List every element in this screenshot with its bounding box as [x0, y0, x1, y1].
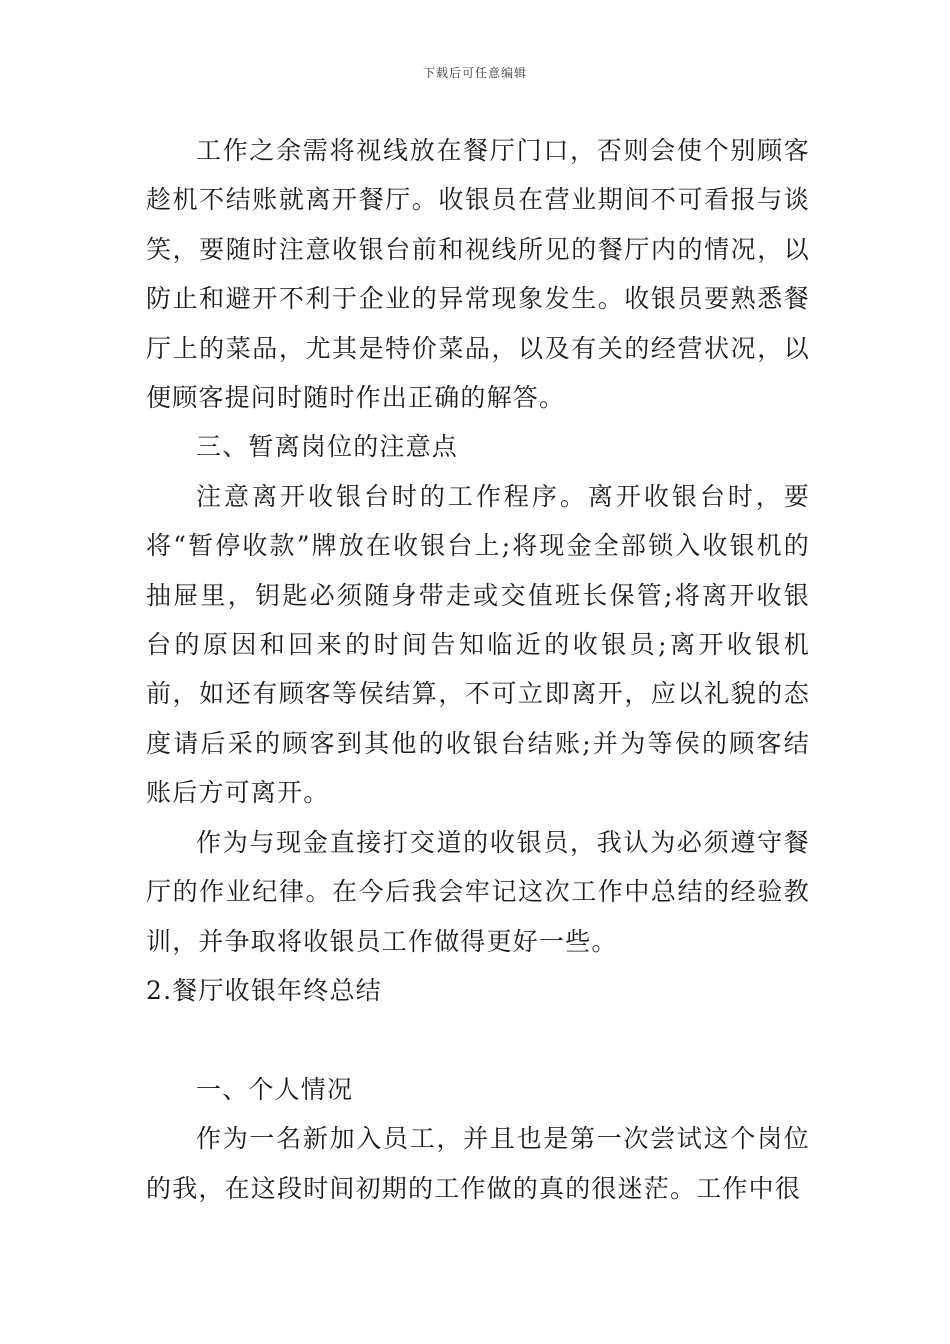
section-title-year-end-summary: 2.餐厅收银年终总结: [146, 975, 382, 1005]
blank-line: [146, 1015, 810, 1064]
paragraph-personal-intro: 作为一名新加入员工，并且也是第一次尝试这个岗位的我，在这段时间初期的工作做的真的很迷茫。工作中很: [146, 1124, 810, 1203]
paragraph-leaving-procedure: 注意离开收银台时的工作程序。离开收银台时，要将“暂停收款”牌放在收银台上;将现金全部锁入收银机的抽屉里，钥匙必须随身带走或交值班长保管;将离开收银台的原因和回来的时间告知临近的收银员;离开收银机前，如还有顾客等侯结算，不可立即离开，应以礼貌的态度请后采的顾客到其他的收银台结账;并为等侯的顾客结账后方可离开。: [146, 481, 810, 808]
paragraph-closing-duties: 工作之余需将视线放在餐厅门口，否则会使个别顾客趁机不结账就离开餐厅。收银员在营业期间不可看报与谈笑，要随时注意收银台前和视线所见的餐厅内的情况，以防止和避开不利于企业的异常现象发生。收银员要熟悉餐厅上的菜品，尤其是特价菜品，以及有关的经营状况，以便顾客提问时随时作出正确的解答。: [146, 136, 810, 413]
header-note: 下载后可任意编辑: [422, 66, 527, 80]
document-body: [146, 126, 810, 1213]
paragraph-conclusion: 作为与现金直接打交道的收银员，我认为必须遵守餐厅的作业纪律。在今后我会牢记这次工作中总结的经验教训，并争取将收银员工作做得更好一些。: [146, 827, 810, 956]
section-heading-personal: 一、个人情况: [196, 1074, 354, 1104]
section-heading-leaving-post: 三、暂离岗位的注意点: [196, 432, 459, 462]
